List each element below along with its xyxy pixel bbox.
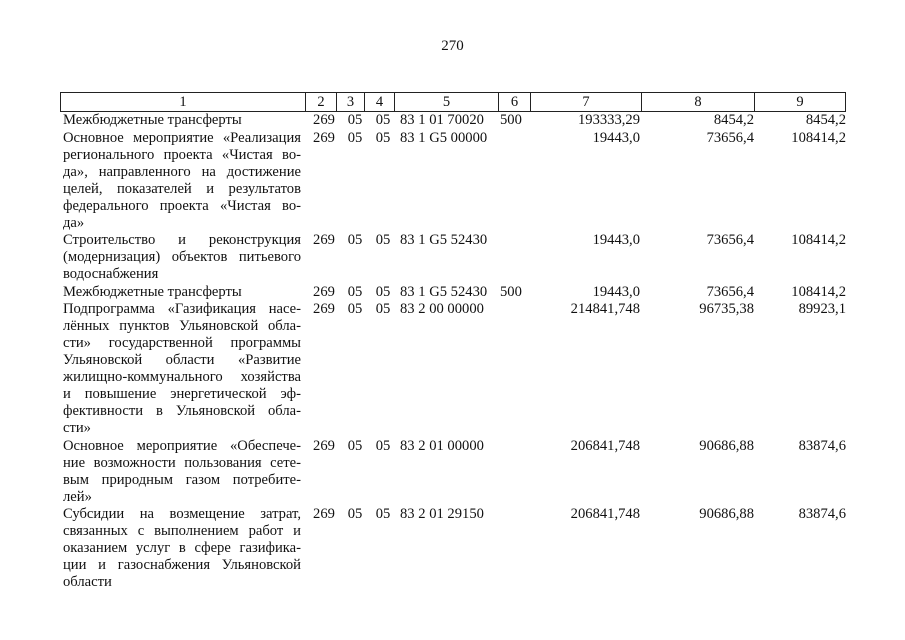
row-name-line: целей, показателей и результатов [63,180,301,197]
row-col-8: 90686,88 [699,437,754,454]
row-col-5: 83 1 G5 52430 [400,283,488,300]
row-col-7: 19443,0 [592,232,640,248]
header-col-7: 7 [531,93,642,111]
row-name-line: сти» государственной программы [63,335,301,351]
row-col-5: 83 1 01 70020 [400,112,484,128]
row-col-2: 269 [313,129,335,146]
row-col-5: 83 1 G5 00000 [400,129,488,146]
row-name-line: связанных с выполнением работ и [63,523,301,539]
row-col-6: 500 [500,112,522,128]
row-col-7: 214841,748 [570,301,640,317]
row-col-4: 05 [375,506,391,522]
row-col-9: 8454,2 [805,112,846,128]
row-col-3: 05 [347,129,363,146]
row-name-line: водоснабжения [63,266,159,282]
header-col-9: 9 [796,94,804,110]
row-col-4: 05 [375,437,391,454]
row-col-2: 269 [313,112,335,128]
row-col-3: 05 [347,283,363,300]
row-name-line: жилищно-коммунального хозяйства [63,369,301,385]
row-name-line: Подпрограмма «Газификация насе- [63,301,301,317]
row-col-7: 206841,748 [570,506,640,522]
row-name [63,506,301,591]
row-col-2: 269 [313,232,335,248]
row-col-7: 206841,748 [570,437,640,454]
row-col-2: 269 [313,283,335,300]
row-name-line: Основное мероприятие «Обеспече- [63,437,301,454]
row-col-5: 83 1 G5 52430 [400,232,488,248]
row-name-line: Межбюджетные трансферты [63,283,242,300]
row-name-line: Субсидии на возмещение затрат, [63,506,301,522]
row-name-line: Межбюджетные трансферты [63,112,242,128]
row-name-line: лей» [63,488,92,505]
header-col-5: 5 [395,93,499,111]
row-col-9: 108414,2 [791,283,846,300]
row-col-8: 90686,88 [699,506,754,522]
row-name-line: да» [63,214,85,231]
row-col-4: 05 [375,301,391,317]
row-name-line: Основное мероприятие «Реализация [63,129,301,146]
row-name-line: лённых пунктов Ульяновской обла- [63,318,301,334]
row-col-2: 269 [313,301,335,317]
row-col-5: 83 2 00 00000 [400,301,484,317]
page-number: 270 [441,38,464,54]
row-col-3: 05 [347,506,363,522]
row-name-line: (модернизация) объектов питьевого [63,249,301,265]
row-col-3: 05 [347,232,363,248]
row-name-line: оказанием услуг в сфере газифика- [63,540,301,556]
row-name-line: вым природным газом потребите- [63,471,301,488]
row-col-9: 83874,6 [798,506,846,522]
row-col-8: 73656,4 [706,283,754,300]
row-col-9: 83874,6 [798,437,846,454]
row-col-5: 83 2 01 00000 [400,437,484,454]
header-col-2: 2 [306,93,337,111]
row-name [63,301,301,437]
row-col-4: 05 [375,283,391,300]
row-name-line: фективности в Ульяновской обла- [63,403,301,419]
row-name-line: ции и газоснабжения Ульяновской [63,557,301,573]
row-col-4: 05 [375,232,391,248]
row-name [63,438,301,506]
row-col-9: 108414,2 [791,129,846,146]
row-col-6: 500 [500,283,522,300]
row-col-8: 8454,2 [713,112,754,128]
row-name-line: да», направленного на достижение [63,163,301,180]
row-name [63,232,301,283]
row-name [63,112,301,129]
header-col-6: 6 [499,93,531,111]
row-col-7: 19443,0 [592,283,640,300]
row-name-line: Строительство и реконструкция [63,232,301,248]
header-col-3: 3 [337,93,365,111]
row-col-7: 193333,29 [577,112,640,128]
row-col-7: 19443,0 [592,129,640,146]
row-col-8: 96735,38 [699,301,754,317]
row-col-5: 83 2 01 29150 [400,506,484,522]
row-name-line: области [63,574,112,590]
row-col-8: 73656,4 [706,232,754,248]
row-col-9: 89923,1 [798,301,846,317]
row-col-9: 108414,2 [791,232,846,248]
row-name-line: ние возможности пользования сете- [63,454,301,471]
table-header [60,92,846,112]
row-col-3: 05 [347,112,363,128]
row-col-2: 269 [313,506,335,522]
header-col-4: 4 [365,93,395,111]
row-name [63,284,301,301]
row-name [63,130,301,232]
row-col-3: 05 [347,301,363,317]
row-col-4: 05 [375,112,391,128]
row-col-4: 05 [375,129,391,146]
row-name-line: и повышение энергетической эф- [63,386,301,402]
row-name-line: сти» [63,420,91,436]
row-name-line: регионального проекта «Чистая во- [63,146,301,163]
header-col-1: 1 [61,93,306,111]
row-col-2: 269 [313,437,335,454]
row-name-line: Ульяновской области «Развитие [63,352,301,368]
row-col-3: 05 [347,437,363,454]
row-name-line: федерального проекта «Чистая во- [63,197,301,214]
header-col-8: 8 [642,93,755,111]
row-col-8: 73656,4 [706,129,754,146]
